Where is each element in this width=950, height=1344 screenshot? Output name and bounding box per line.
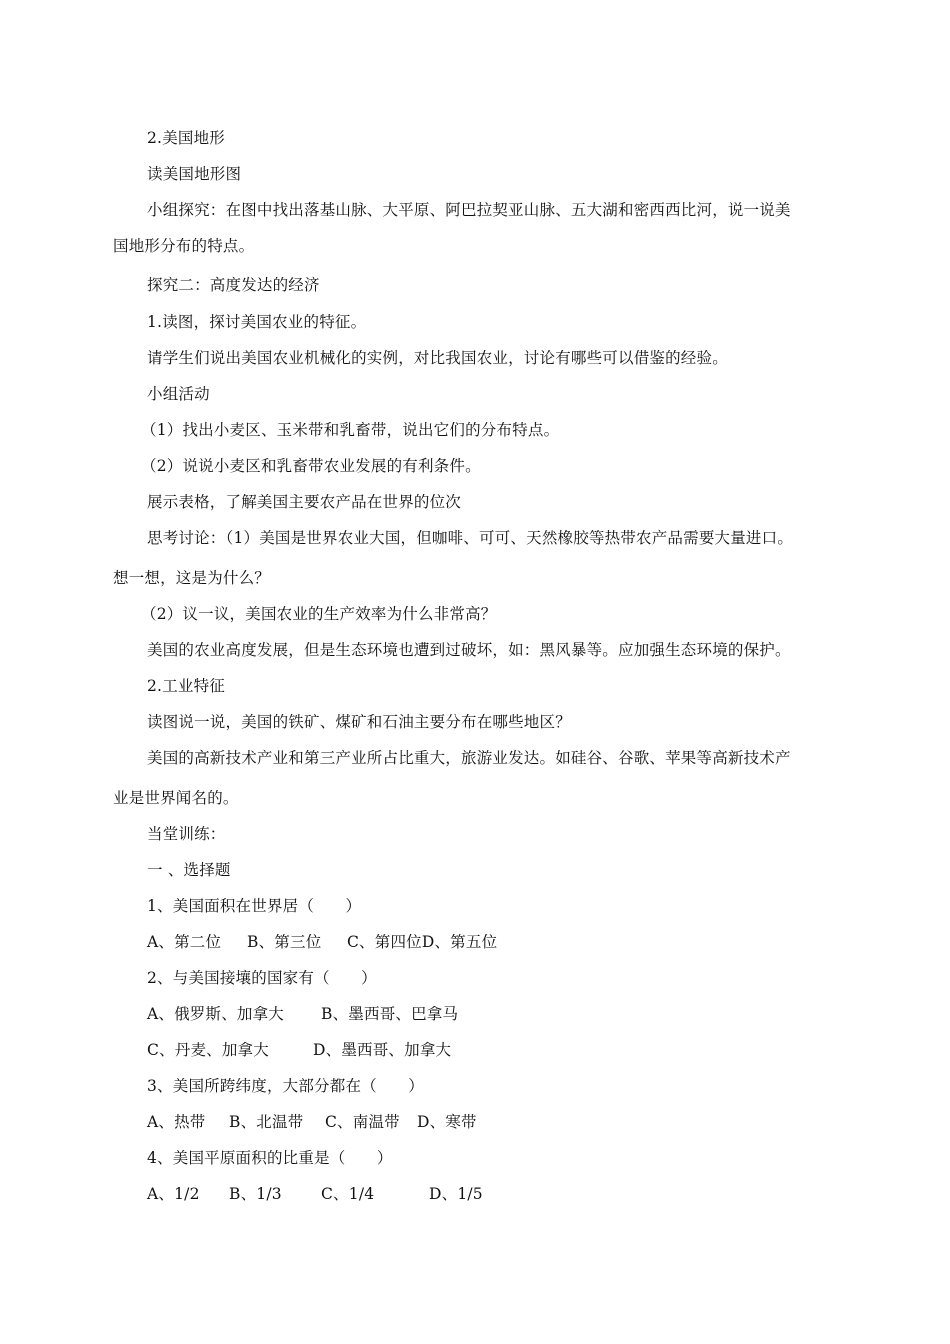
question-4-stem: 4、美国平原面积的比重是（ ）: [147, 1149, 393, 1167]
question-3-option-c: C、南温带: [325, 1113, 400, 1131]
question-4-option-b: B、1/3: [229, 1185, 282, 1203]
question-2-option-c: C、丹麦、加拿大: [147, 1041, 269, 1059]
group-explore-text: 小组探究：在图中找出落基山脉、大平原、阿巴拉契亚山脉、五大湖和密西西比河，说一说美: [147, 201, 791, 219]
hightech-text: 美国的高新技术产业和第三产业所占比重大，旅游业发达。如硅谷、谷歌、苹果等高新技术产: [147, 749, 791, 767]
think-question-1-continued: 想一想，这是为什么？: [113, 569, 271, 587]
multiple-choice-heading: 一 、选择题: [147, 861, 231, 879]
question-2-option-a: A、俄罗斯、加拿大: [147, 1005, 284, 1023]
question-2-option-b: B、墨西哥、巴拿马: [321, 1005, 459, 1023]
explore-two-heading: 探究二：高度发达的经济: [147, 276, 320, 294]
question-3-options: [147, 1112, 477, 1132]
question-1-option-b: B、第三位: [247, 933, 322, 951]
activity-item-2: （2）说说小麦区和乳畜带农业发展的有利条件。: [141, 457, 481, 475]
question-3-stem: 3、美国所跨纬度，大部分都在（ ）: [147, 1077, 424, 1095]
question-1-option-a: A、第二位: [147, 933, 222, 951]
industry-heading: 2.工业特征: [147, 677, 225, 695]
section-heading-terrain: 2.美国地形: [147, 129, 225, 147]
question-2-options-row-2: [147, 1040, 451, 1060]
question-3-option-b: B、北温带: [229, 1113, 304, 1131]
agriculture-prompt: 请学生们说出美国农业机械化的实例，对比我国农业，讨论有哪些可以借鉴的经验。: [147, 349, 728, 367]
question-4-option-d: D、1/5: [429, 1185, 483, 1203]
question-2-stem: 2、与美国接壤的国家有（ ）: [147, 969, 377, 987]
question-4-options: [147, 1184, 483, 1204]
hightech-text-continued: 业是世界闻名的。: [113, 789, 239, 807]
read-terrain-map-text: 读美国地形图: [147, 165, 242, 183]
question-1-option-cd: C、第四位D、第五位: [347, 933, 498, 951]
question-4-option-c: C、1/4: [321, 1185, 375, 1203]
question-2-options-row-1: [147, 1004, 458, 1024]
practice-heading: 当堂训练：: [147, 825, 226, 843]
table-show-text: 展示表格，了解美国主要农产品在世界的位次: [147, 493, 462, 511]
think-question-1: 思考讨论：（1）美国是世界农业大国，但咖啡、可可、天然橡胶等热带农产品需要大量进口。: [147, 529, 794, 547]
activity-item-1: （1）找出小麦区、玉米带和乳畜带，说出它们的分布特点。: [141, 421, 560, 439]
question-2-option-d: D、墨西哥、加拿大: [313, 1041, 452, 1059]
group-explore-text-continued: 国地形分布的特点。: [113, 237, 255, 255]
question-3-option-d: D、寒带: [417, 1113, 477, 1131]
question-3-option-a: A、热带: [147, 1113, 206, 1131]
question-4-option-a: A、1/2: [147, 1185, 200, 1203]
agriculture-heading: 1.读图，探讨美国农业的特征。: [147, 313, 367, 331]
think-question-2: （2）议一议，美国农业的生产效率为什么非常高？: [141, 605, 497, 623]
question-1-options: [147, 932, 497, 952]
industry-read-text: 读图说一说，美国的铁矿、煤矿和石油主要分布在哪些地区？: [147, 713, 571, 731]
question-1-stem: 1、美国面积在世界居（ ）: [147, 897, 362, 915]
ecology-note: 美国的农业高度发展，但是生态环境也遭到过破坏，如：黑风暴等。应加强生态环境的保护。: [147, 641, 791, 659]
group-activity-heading: 小组活动: [147, 385, 210, 403]
